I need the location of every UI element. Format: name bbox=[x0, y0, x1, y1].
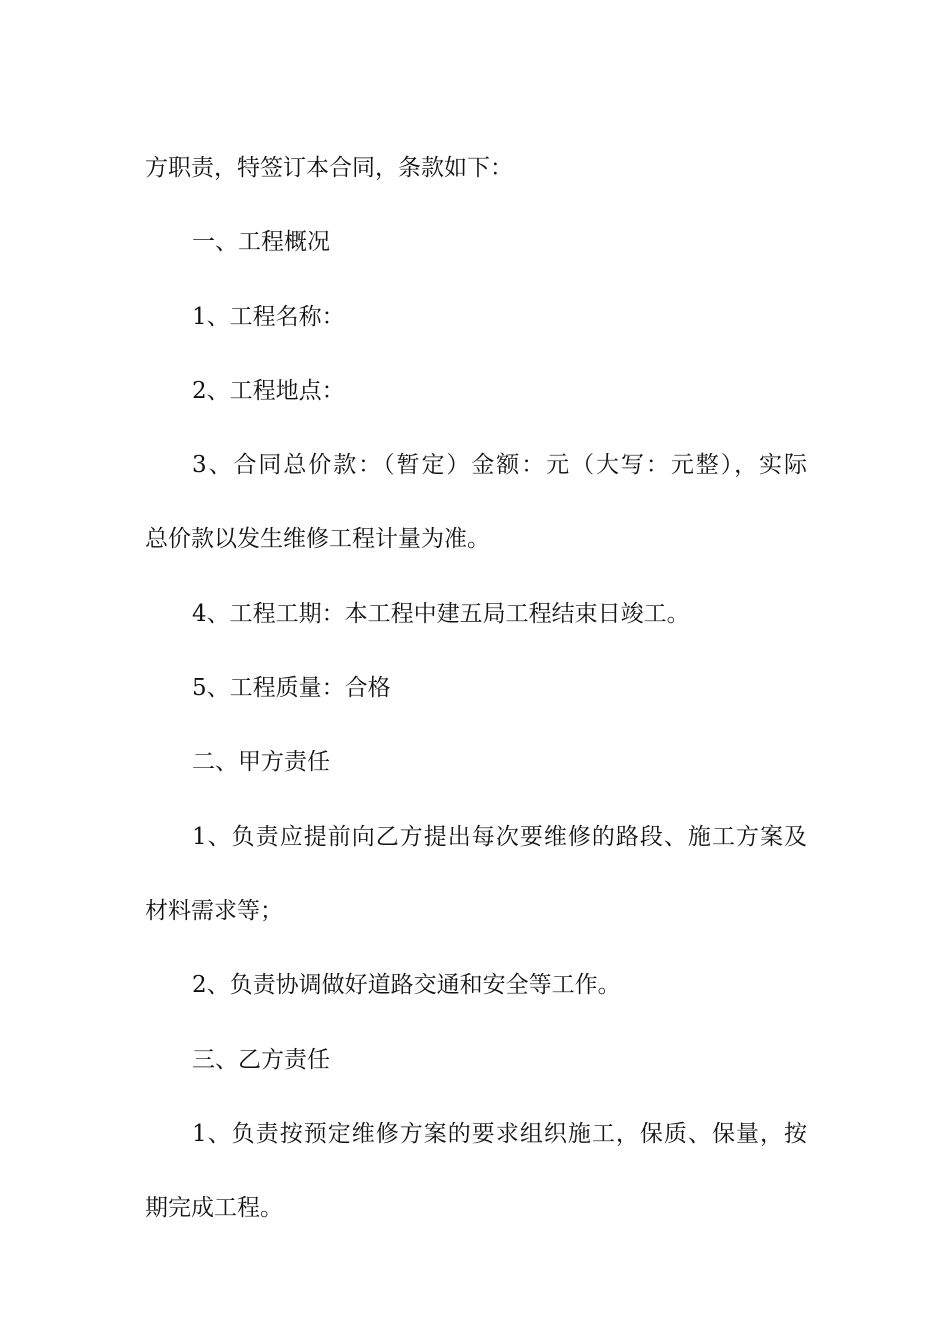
contract-body bbox=[145, 131, 807, 1245]
text-line: 2、工程地点： bbox=[192, 377, 345, 404]
text-line: 3、合同总价款：（暂定）金额：元（大写：元整），实际 bbox=[192, 452, 807, 479]
text-line: 1、负责按预定维修方案的要求组织施工，保质、保量，按 bbox=[192, 1120, 807, 1147]
section-heading-party-b: 三、乙方责任 bbox=[192, 1046, 330, 1073]
text-line: 1、负责应提前向乙方提出每次要维修的路段、施工方案及 bbox=[192, 823, 807, 850]
text-line: 材料需求等； bbox=[145, 897, 283, 924]
section-heading-party-a: 二、甲方责任 bbox=[192, 749, 330, 776]
text-line: 1、工程名称： bbox=[192, 303, 345, 330]
text-line: 方职责，特签订本合同，条款如下： bbox=[145, 155, 513, 181]
text-line: 期完成工程。 bbox=[145, 1195, 283, 1222]
section-heading-project-overview: 一、工程概况 bbox=[192, 229, 330, 256]
text-line: 2、负责协调做好道路交通和安全等工作。 bbox=[192, 972, 621, 999]
text-line: 4、工程工期：本工程中建五局工程结束日竣工。 bbox=[192, 600, 690, 627]
text-line: 5、工程质量：合格 bbox=[192, 675, 391, 702]
text-line: 总价款以发生维修工程计量为准。 bbox=[145, 526, 490, 553]
